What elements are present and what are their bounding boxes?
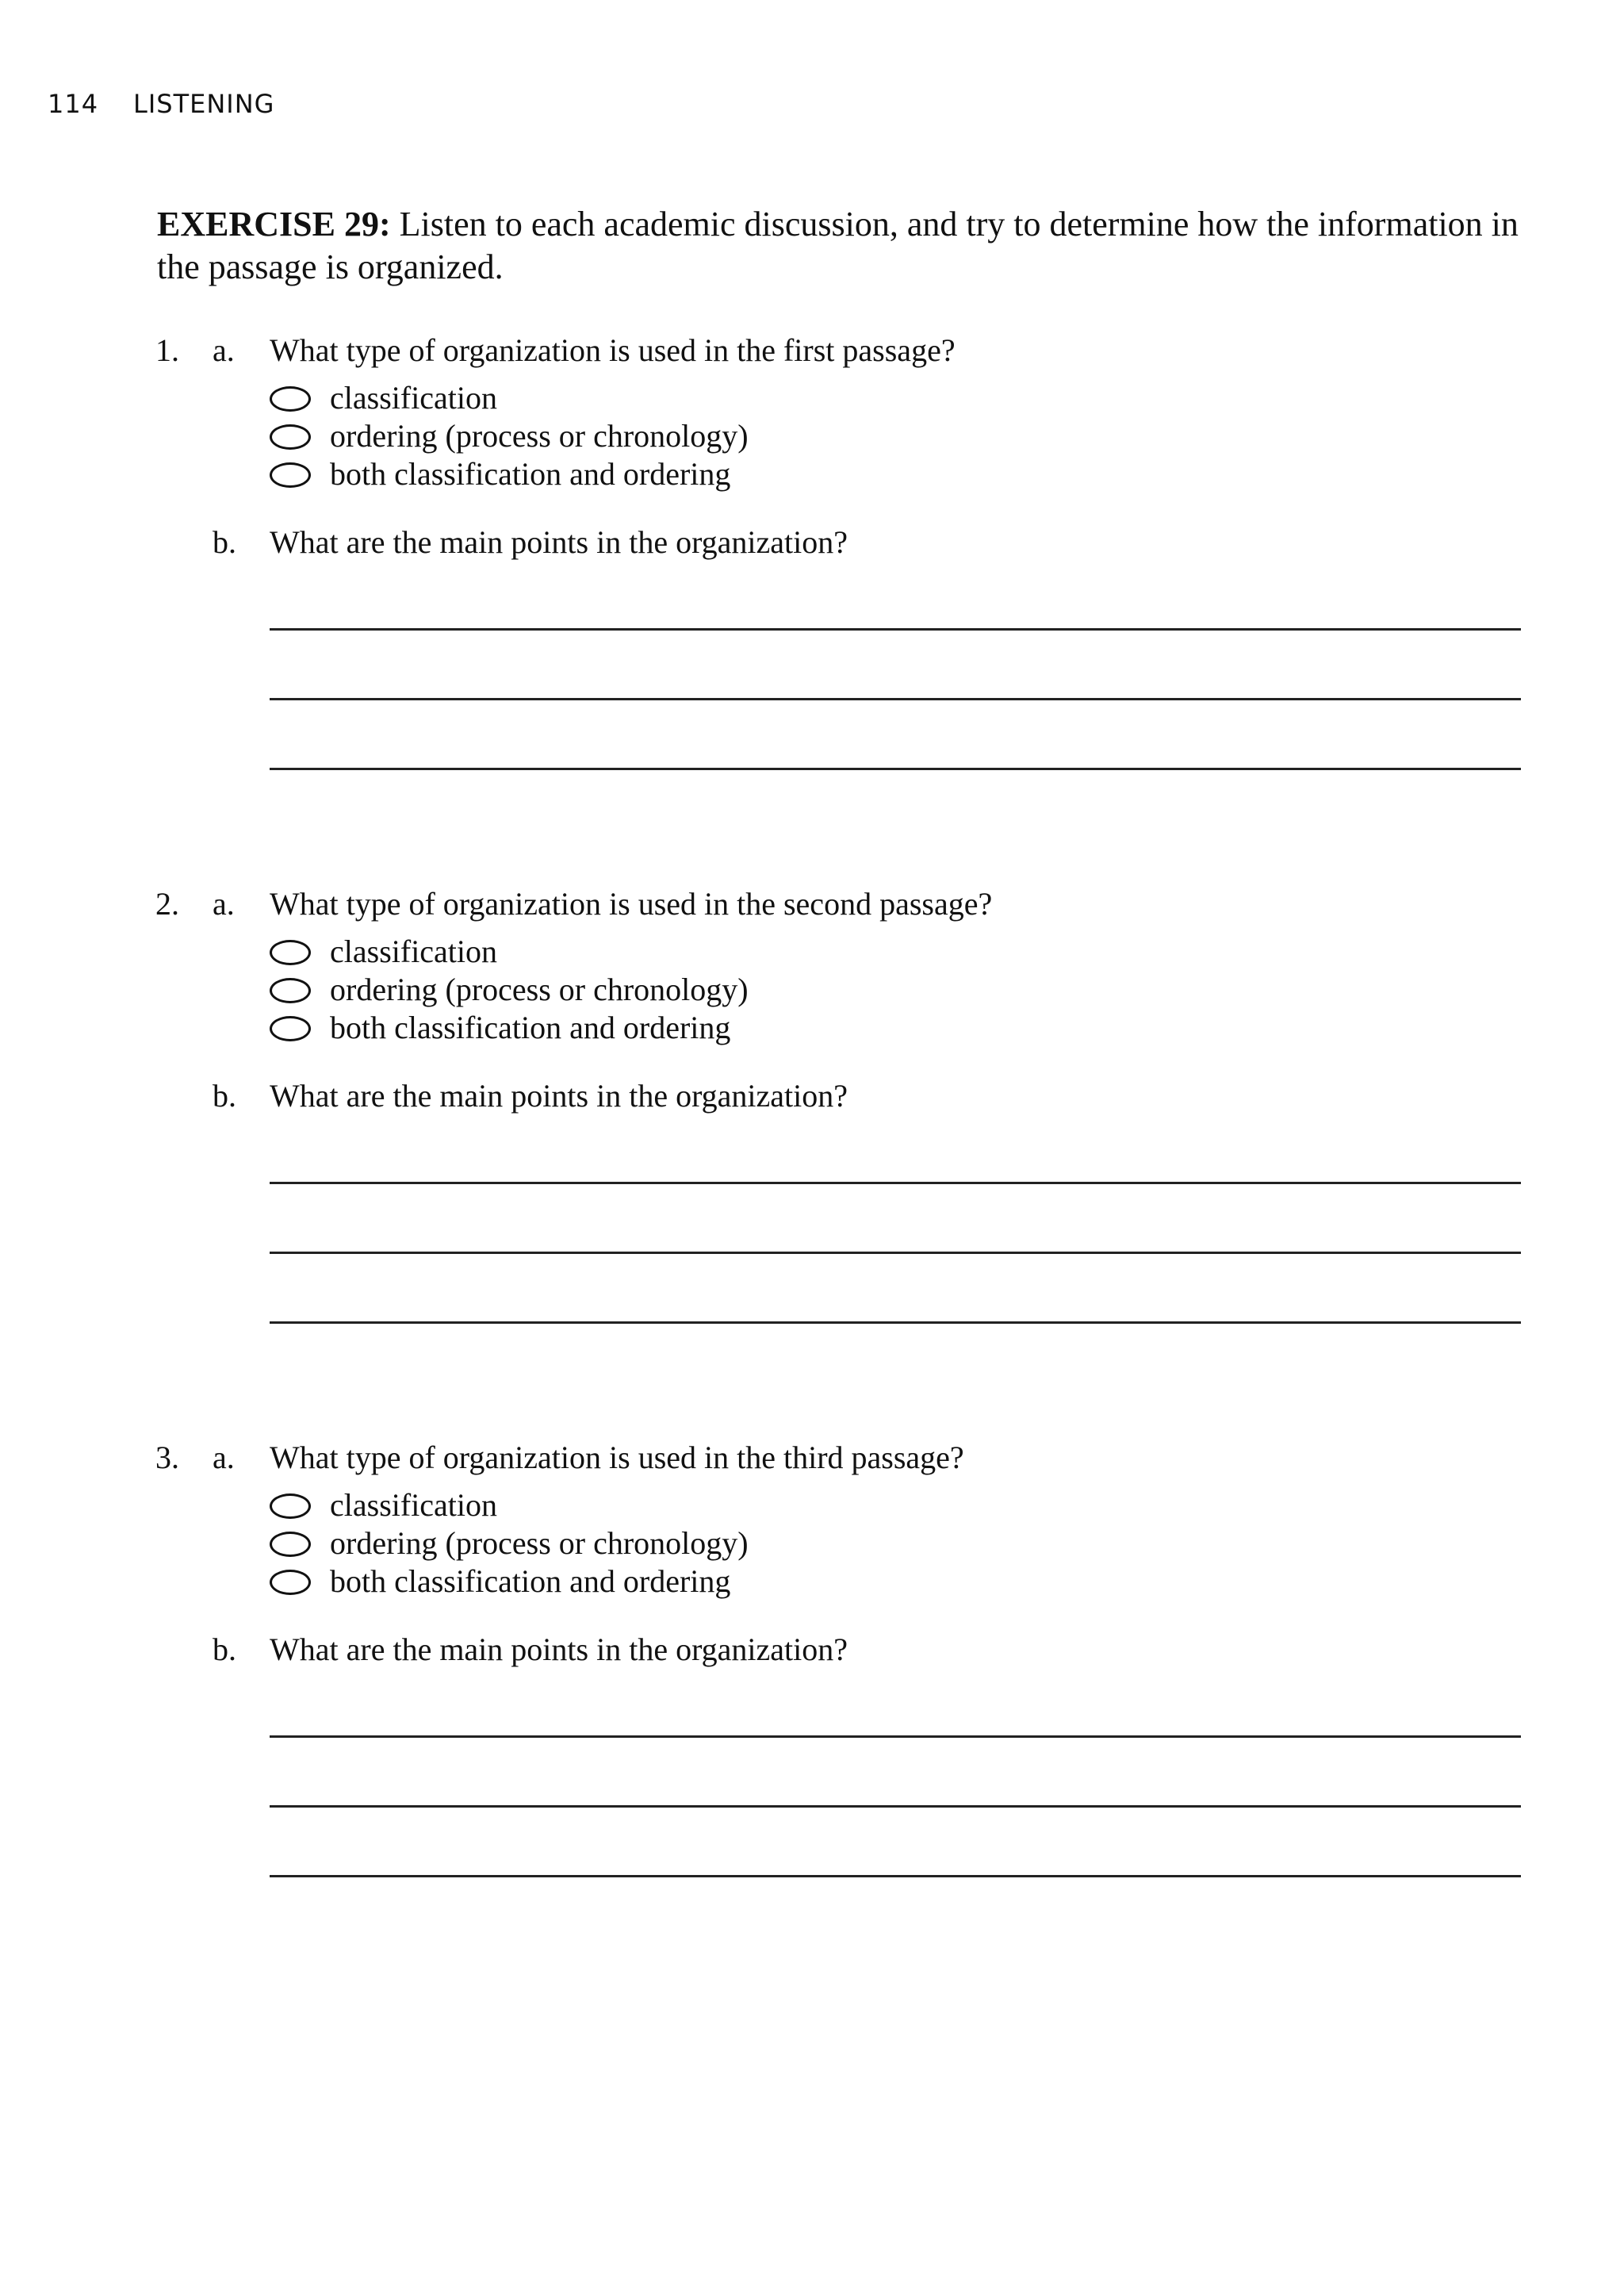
answer-bubble[interactable] (270, 1532, 311, 1557)
option-both[interactable] (270, 455, 730, 493)
option-label: classification (330, 380, 498, 416)
question-number: 2. (155, 886, 179, 922)
option-label: classification (330, 934, 498, 969)
part-a-question: What type of organization is used in the first passage? (270, 332, 956, 368)
answer-bubble[interactable] (270, 1016, 311, 1041)
answer-line[interactable] (270, 1252, 1521, 1254)
page-header (48, 89, 274, 119)
answer-line[interactable] (270, 628, 1521, 631)
option-ordering[interactable] (270, 971, 749, 1009)
option-label: ordering (process or chronology) (330, 1525, 749, 1561)
answer-bubble[interactable] (270, 462, 311, 488)
part-a-letter: a. (213, 1440, 235, 1475)
option-ordering[interactable] (270, 1524, 749, 1562)
option-classification[interactable] (270, 1486, 497, 1524)
answer-bubble[interactable] (270, 1570, 311, 1595)
option-classification[interactable] (270, 933, 497, 971)
part-a-letter: a. (213, 332, 235, 368)
part-b-question: What are the main points in the organization? (270, 524, 848, 560)
answer-line[interactable] (270, 1735, 1521, 1738)
part-a-letter: a. (213, 886, 235, 922)
question-number: 3. (155, 1440, 179, 1475)
part-b-letter: b. (213, 1078, 236, 1114)
answer-line[interactable] (270, 698, 1521, 700)
question-number: 1. (155, 332, 179, 368)
answer-bubble[interactable] (270, 940, 311, 965)
answer-line[interactable] (270, 1875, 1521, 1877)
option-ordering[interactable] (270, 417, 749, 455)
answer-bubble[interactable] (270, 424, 311, 450)
exercise-label: EXERCISE 29: (157, 205, 391, 243)
answer-line[interactable] (270, 768, 1521, 770)
part-b-letter: b. (213, 1631, 236, 1667)
option-label: ordering (process or chronology) (330, 418, 749, 454)
option-both[interactable] (270, 1009, 730, 1047)
option-both[interactable] (270, 1562, 730, 1601)
section-title: LISTENING (133, 89, 275, 119)
option-label: ordering (process or chronology) (330, 972, 749, 1007)
part-b-question: What are the main points in the organization? (270, 1078, 848, 1114)
page-number: 114 (48, 89, 99, 119)
option-classification[interactable] (270, 379, 497, 417)
answer-line[interactable] (270, 1805, 1521, 1808)
part-a-question: What type of organization is used in the third passage? (270, 1440, 964, 1475)
answer-bubble[interactable] (270, 386, 311, 412)
part-a-question: What type of organization is used in the second passage? (270, 886, 993, 922)
exercise-instructions (157, 203, 1537, 289)
part-b-question: What are the main points in the organization? (270, 1631, 848, 1667)
option-label: both classification and ordering (330, 1010, 731, 1045)
answer-line[interactable] (270, 1182, 1521, 1184)
option-label: classification (330, 1487, 498, 1523)
part-b-letter: b. (213, 524, 236, 560)
answer-bubble[interactable] (270, 978, 311, 1003)
answer-bubble[interactable] (270, 1493, 311, 1519)
exercise-instruction-text: Listen to each academic discussion, and try to determine how the information in the passage is organized. (157, 205, 1519, 286)
option-label: both classification and ordering (330, 456, 731, 492)
option-label: both classification and ordering (330, 1563, 731, 1599)
answer-line[interactable] (270, 1321, 1521, 1324)
